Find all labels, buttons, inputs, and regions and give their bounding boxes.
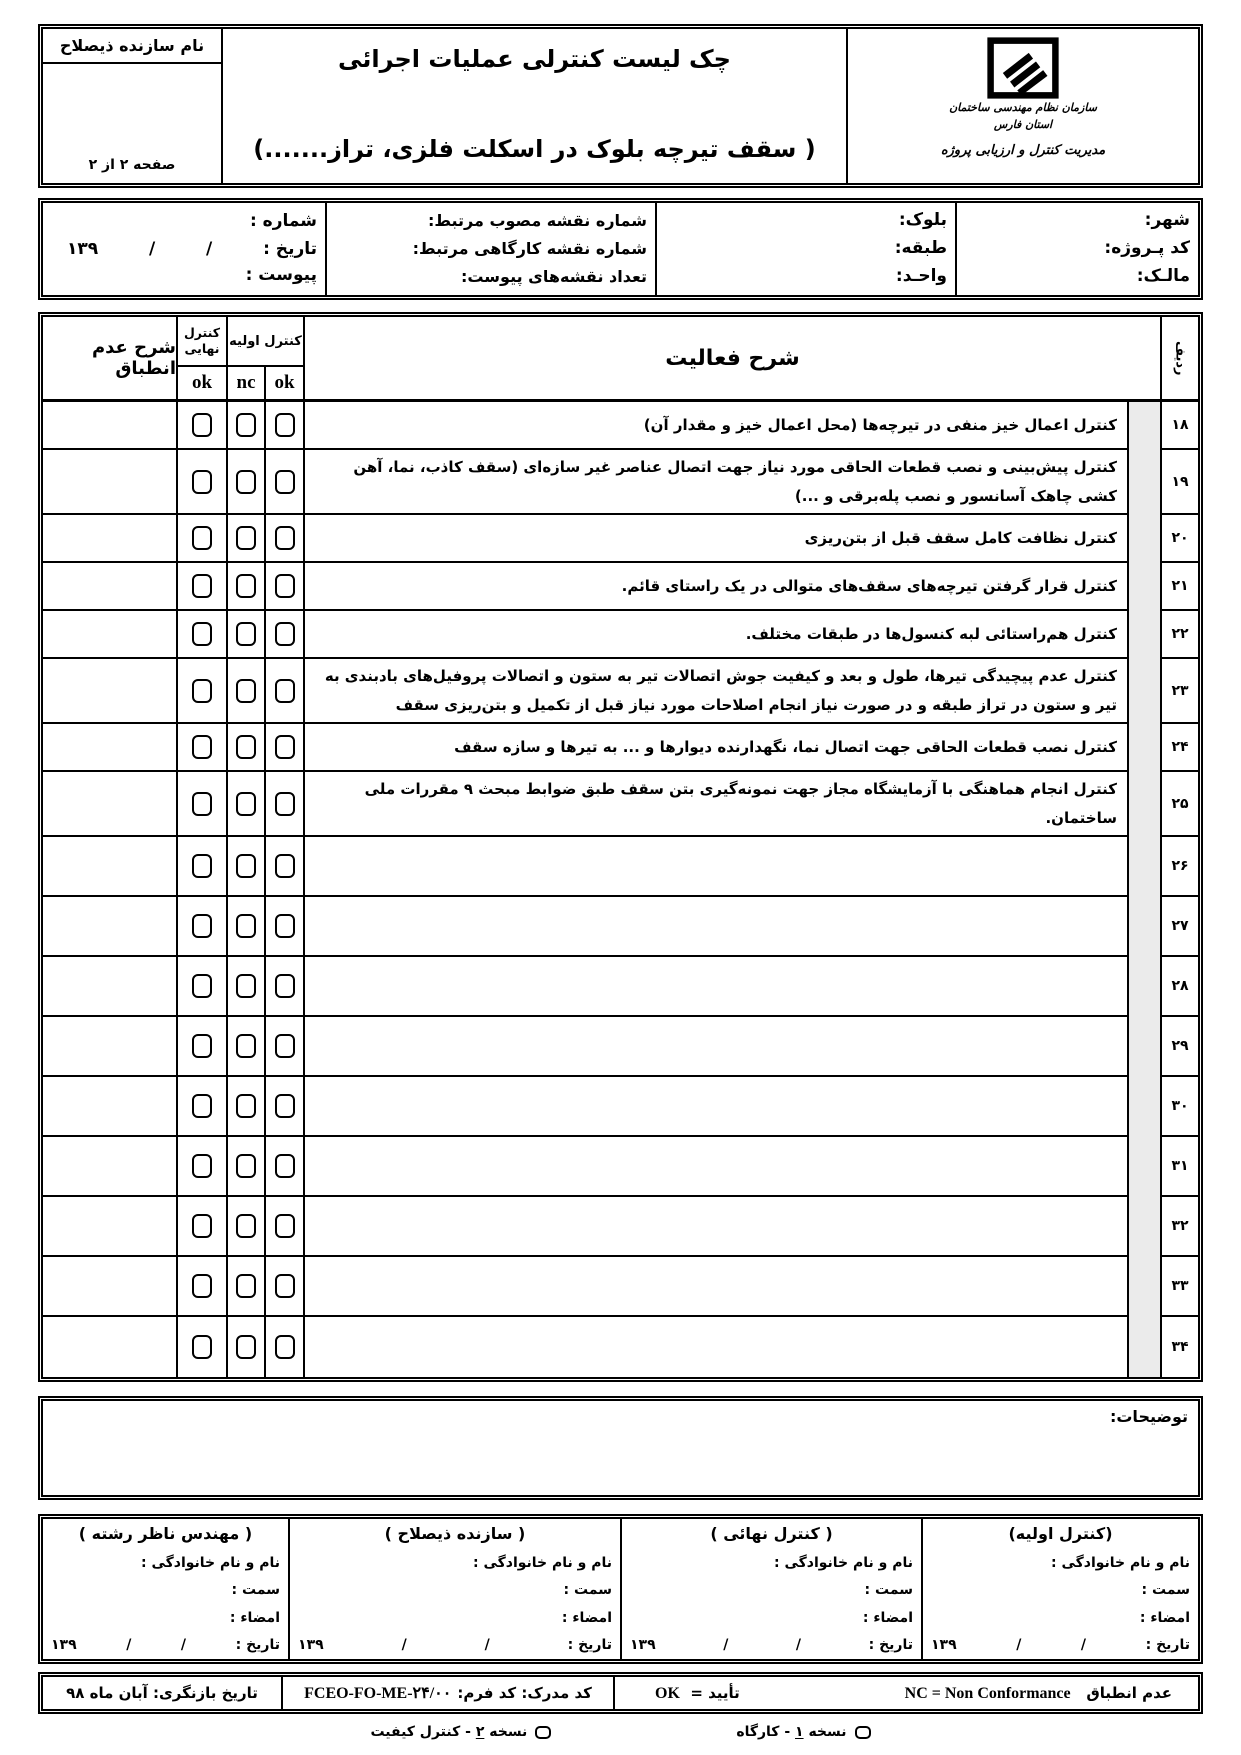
initial-nc-cell: [226, 772, 264, 837]
initial-nc-checkbox[interactable]: [236, 974, 256, 998]
initial-ok-checkbox[interactable]: [275, 470, 295, 494]
unit-field[interactable]: واحـد:: [895, 266, 947, 287]
final-ok-cell: [176, 1197, 226, 1257]
final-ok-cell: [176, 515, 226, 563]
copy-1-label: نسخه ۱ - کارگاه: [736, 1724, 847, 1740]
initial-nc-checkbox[interactable]: [236, 1335, 256, 1359]
initial-ok-checkbox[interactable]: [275, 1214, 295, 1238]
nonconformance-cell[interactable]: [43, 611, 176, 659]
initial-nc-checkbox[interactable]: [236, 792, 256, 816]
table-row: [43, 772, 1198, 837]
org-name-line1: سازمان نظام مهندسی ساختمان: [949, 101, 1097, 114]
signature-date-field[interactable]: [630, 1637, 913, 1653]
nonconformance-cell[interactable]: [43, 1197, 176, 1257]
initial-nc-cell: [226, 659, 264, 724]
row-separator-strip: [1127, 611, 1160, 659]
engineering-organization-logo-icon: [987, 37, 1059, 99]
activity-cell[interactable]: [303, 837, 1127, 897]
initial-ok-cell: [264, 1317, 303, 1377]
final-ok-cell: [176, 1137, 226, 1197]
initial-ok-checkbox[interactable]: [275, 574, 295, 598]
activity-cell: کنترل نصب قطعات الحاقی جهت اتصال نما، نگهدارنده دیوارها و ... به تیرها و سازه سقف: [303, 724, 1127, 772]
initial-nc-checkbox[interactable]: [236, 470, 256, 494]
date-slash: /: [401, 1637, 407, 1653]
table-row: [43, 1137, 1198, 1197]
org-name-line3: مدیریت کنترل و ارزیابی پروژه: [940, 143, 1106, 159]
signature-date-field[interactable]: [51, 1637, 280, 1653]
info-col-drawings: [325, 203, 655, 295]
signature-col-supervising-engineer: [43, 1519, 288, 1659]
nonconformance-cell[interactable]: [43, 724, 176, 772]
nonconformance-cell[interactable]: [43, 1257, 176, 1317]
row-number: ۲۷: [1160, 897, 1198, 957]
owner-field[interactable]: مالـک:: [1136, 266, 1190, 287]
ok-legend: [655, 1684, 740, 1703]
activity-cell[interactable]: [303, 957, 1127, 1017]
position-field[interactable]: سمت :: [1141, 1582, 1190, 1598]
project-code-field[interactable]: کد پـروژه:: [1104, 238, 1190, 259]
activity-cell[interactable]: [303, 1257, 1127, 1317]
copies-line: [38, 1724, 1203, 1740]
date-label: تاریخ :: [1145, 1637, 1190, 1653]
date-year-prefix: ۱۳۹: [51, 1637, 77, 1653]
fullname-field[interactable]: نام و نام خانوادگی :: [773, 1554, 913, 1571]
date-slash: /: [723, 1637, 729, 1653]
final-ok-cell: [176, 1317, 226, 1377]
final-ok-checkbox[interactable]: [192, 1094, 212, 1118]
row-number: ۲۱: [1160, 563, 1198, 611]
initial-ok-checkbox[interactable]: [275, 914, 295, 938]
final-ok-cell: [176, 611, 226, 659]
info-col-document: [43, 203, 325, 295]
signature-field[interactable]: امضاء :: [561, 1609, 612, 1626]
final-ok-cell: [176, 957, 226, 1017]
activity-cell: کنترل انجام هماهنگی با آزمایشگاه مجاز جهت نمونه‌گیری بتن سقف طبق ضوابط مبحث ۹ مقررات ملی ساختمان.: [303, 772, 1127, 837]
table-row: [43, 897, 1198, 957]
revision-date-cell: تاریخ بازنگری: آبان ماه ۹۸: [66, 1684, 258, 1702]
org-logo-block: [846, 29, 1198, 183]
document-code-cell: [281, 1677, 613, 1709]
initial-nc-checkbox[interactable]: [236, 914, 256, 938]
row-number: ۲۴: [1160, 724, 1198, 772]
initial-ok-cell: [264, 897, 303, 957]
doc-number-field[interactable]: شماره :: [249, 211, 317, 232]
final-ok-checkbox[interactable]: [192, 1274, 212, 1298]
initial-nc-cell: [226, 1077, 264, 1137]
approved-drawing-no-field[interactable]: شماره نقشه مصوب مرتبط:: [427, 211, 647, 230]
nonconformance-cell[interactable]: [43, 772, 176, 837]
activity-cell[interactable]: [303, 1137, 1127, 1197]
nc-legend: [905, 1684, 1172, 1703]
initial-nc-checkbox[interactable]: [236, 622, 256, 646]
floor-field[interactable]: طبقه:: [894, 238, 947, 259]
nonconformance-cell[interactable]: [43, 1137, 176, 1197]
row-number: ۲۹: [1160, 1017, 1198, 1077]
copy-1-checkbox[interactable]: [855, 1726, 871, 1739]
row-number: ۲۵: [1160, 772, 1198, 837]
column-header-initial-ok: ok: [264, 367, 303, 399]
final-ok-cell: [176, 1077, 226, 1137]
final-ok-checkbox[interactable]: [192, 1034, 212, 1058]
table-row: [43, 1197, 1198, 1257]
date-year-prefix: ۱۳۹: [630, 1637, 656, 1653]
signature-col-initial-control: [921, 1519, 1198, 1659]
initial-nc-checkbox[interactable]: [236, 735, 256, 759]
row-number: ۳۲: [1160, 1197, 1198, 1257]
nonconformance-cell[interactable]: [43, 1017, 176, 1077]
final-ok-cell: [176, 772, 226, 837]
initial-nc-checkbox[interactable]: [236, 679, 256, 703]
initial-ok-checkbox[interactable]: [275, 526, 295, 550]
activity-cell: کنترل عدم پیچیدگی تیرها، طول و بعد و کیفیت جوش اتصالات تیر به ستون و اتصالات پروفیل‌های بادبندی به تیر و ستون در تراز طبقه و در صورت نیاز انجام اصلاحات مورد نیاز قبل از تکمیل و بتن‌ریزی سقف: [303, 659, 1127, 724]
date-slash: /: [126, 1637, 132, 1653]
page-number-label: صفحه ۲ از ۲: [88, 157, 176, 173]
initial-ok-checkbox[interactable]: [275, 1154, 295, 1178]
ok-legend-label: تأیید =: [690, 1683, 740, 1702]
final-ok-checkbox[interactable]: [192, 914, 212, 938]
form-title: چک لیست کنترلی عملیات اجرائی: [338, 45, 731, 73]
fullname-field[interactable]: نام و نام خانوادگی :: [140, 1554, 280, 1571]
row-number: ۲۲: [1160, 611, 1198, 659]
signature-table: [38, 1514, 1203, 1664]
row-separator-strip: [1127, 957, 1160, 1017]
nonconformance-cell[interactable]: [43, 450, 176, 515]
table-row: [43, 837, 1198, 897]
date-label: تاریخ :: [567, 1637, 612, 1653]
final-ok-cell: [176, 402, 226, 450]
final-ok-checkbox[interactable]: [192, 854, 212, 878]
date-year-prefix: ۱۳۹: [298, 1637, 324, 1653]
final-ok-checkbox[interactable]: [192, 1154, 212, 1178]
initial-ok-checkbox[interactable]: [275, 854, 295, 878]
activity-cell[interactable]: [303, 1077, 1127, 1137]
row-number: ۱۹: [1160, 450, 1198, 515]
column-header-initial-nc: nc: [226, 367, 264, 399]
date-slash: /: [149, 238, 156, 259]
initial-nc-checkbox[interactable]: [236, 1034, 256, 1058]
initial-ok-cell: [264, 1197, 303, 1257]
nonconformance-cell[interactable]: [43, 1077, 176, 1137]
date-slash: /: [795, 1637, 802, 1653]
final-ok-cell: [176, 1257, 226, 1317]
signature-col-final-control: [620, 1519, 921, 1659]
date-year-prefix: ۱۳۹: [931, 1637, 957, 1653]
initial-ok-cell: [264, 1137, 303, 1197]
final-ok-cell: [176, 897, 226, 957]
nonconformance-cell[interactable]: [43, 563, 176, 611]
row-separator-strip: [1127, 515, 1160, 563]
final-ok-checkbox[interactable]: [192, 679, 212, 703]
signature-field[interactable]: امضاء :: [229, 1609, 280, 1626]
initial-nc-cell: [226, 611, 264, 659]
initial-nc-checkbox[interactable]: [236, 526, 256, 550]
initial-nc-cell: [226, 1137, 264, 1197]
notes-box[interactable]: [38, 1396, 1203, 1500]
row-separator-strip: [1127, 659, 1160, 724]
initial-nc-cell: [226, 1017, 264, 1077]
column-header-final-ok: ok: [176, 367, 226, 399]
doc-date-field[interactable]: [67, 239, 317, 259]
initial-ok-cell: [264, 450, 303, 515]
initial-ok-checkbox[interactable]: [275, 735, 295, 759]
initial-ok-cell: [264, 659, 303, 724]
table-row: [43, 1257, 1198, 1317]
nonconformance-cell[interactable]: [43, 515, 176, 563]
notes-label: توضیحات:: [1109, 1407, 1188, 1426]
form-header: [38, 24, 1203, 188]
initial-nc-checkbox[interactable]: [236, 574, 256, 598]
table-row: [43, 1077, 1198, 1137]
initial-ok-checkbox[interactable]: [275, 974, 295, 998]
footer-bar: [38, 1672, 1203, 1714]
date-slash: /: [484, 1637, 490, 1653]
initial-ok-cell: [264, 772, 303, 837]
initial-nc-checkbox[interactable]: [236, 1154, 256, 1178]
signature-field[interactable]: امضاء :: [862, 1609, 913, 1626]
info-col-location: [955, 203, 1198, 295]
city-field[interactable]: شهر:: [1144, 210, 1190, 231]
nonconformance-cell[interactable]: [43, 837, 176, 897]
date-slash: /: [180, 1637, 187, 1653]
final-ok-checkbox[interactable]: [192, 470, 212, 494]
table-header: [43, 317, 1198, 402]
row-number: ۲۶: [1160, 837, 1198, 897]
initial-ok-cell: [264, 1017, 303, 1077]
project-info-strip: [38, 198, 1203, 300]
signature-title: ( سازنده ذیصلاح ): [384, 1524, 526, 1543]
nonconformance-cell[interactable]: [43, 897, 176, 957]
initial-nc-cell: [226, 450, 264, 515]
initial-ok-cell: [264, 611, 303, 659]
copy-2-checkbox[interactable]: [535, 1726, 551, 1739]
row-separator-strip: [1127, 1197, 1160, 1257]
row-number: ۳۱: [1160, 1137, 1198, 1197]
table-row: [43, 659, 1198, 724]
initial-ok-cell: [264, 402, 303, 450]
table-row: [43, 450, 1198, 515]
row-separator-strip: [1127, 1017, 1160, 1077]
table-row: [43, 515, 1198, 563]
initial-ok-cell: [264, 957, 303, 1017]
activity-cell: کنترل نظافت کامل سقف قبل از بتن‌ریزی: [303, 515, 1127, 563]
row-separator-strip: [1127, 1077, 1160, 1137]
initial-nc-cell: [226, 957, 264, 1017]
date-year-prefix: ۱۳۹: [67, 238, 99, 259]
legend-cell: [613, 1677, 1198, 1709]
row-separator-strip: [1127, 897, 1160, 957]
ok-legend-value: OK: [655, 1684, 680, 1702]
initial-ok-checkbox[interactable]: [275, 792, 295, 816]
attached-drawings-count-field[interactable]: تعداد نقشه‌های پیوست:: [460, 267, 647, 286]
row-number: ۲۰: [1160, 515, 1198, 563]
document-code-label: کد مدرک: کد فرم:: [457, 1684, 592, 1702]
initial-ok-checkbox[interactable]: [275, 1274, 295, 1298]
initial-ok-cell: [264, 724, 303, 772]
initial-nc-cell: [226, 563, 264, 611]
column-header-initial-control: کنترل اولیه: [226, 317, 303, 367]
initial-nc-cell: [226, 724, 264, 772]
initial-nc-checkbox[interactable]: [236, 1094, 256, 1118]
final-ok-checkbox[interactable]: [192, 735, 212, 759]
table-row: [43, 1317, 1198, 1377]
initial-nc-cell: [226, 1197, 264, 1257]
activity-cell: کنترل هم‌راستائی لبه کنسول‌ها در طبقات مختلف.: [303, 611, 1127, 659]
form-subtitle: ( سقف تیرچه بلوک در اسکلت فلزی، تراز.......): [253, 135, 816, 163]
table-row: [43, 402, 1198, 450]
row-number: ۳۴: [1160, 1317, 1198, 1377]
row-separator-strip: [1127, 724, 1160, 772]
position-field[interactable]: سمت :: [231, 1582, 280, 1598]
final-ok-checkbox[interactable]: [192, 974, 212, 998]
document-code-value: FCEO-FO-ME-۲۴/۰۰: [304, 1685, 452, 1702]
activity-cell: کنترل اعمال خیز منفی در تیرچه‌ها (محل اعمال خیز و مقدار آن): [303, 402, 1127, 450]
table-row: [43, 1017, 1198, 1077]
activity-cell: کنترل پیش‌بینی و نصب قطعات الحاقی مورد نیاز جهت اتصال عناصر غیر سازه‌ای (سقف کاذب، نما، آهن کشی چاهک آسانسور و نصب پله‌برقی و ...): [303, 450, 1127, 515]
column-header-row-number: ردیف: [1160, 317, 1198, 399]
builder-name-label: نام سازنده ذیصلاح: [43, 29, 221, 64]
initial-nc-cell: [226, 1257, 264, 1317]
row-separator-strip: [1127, 772, 1160, 837]
initial-ok-cell: [264, 1257, 303, 1317]
row-separator-strip: [1127, 837, 1160, 897]
org-name-line2: استان فارس: [993, 118, 1053, 132]
table-body: [43, 402, 1198, 1377]
table-row: [43, 724, 1198, 772]
signature-date-field[interactable]: [298, 1637, 612, 1653]
initial-nc-checkbox[interactable]: [236, 1214, 256, 1238]
nonconformance-cell[interactable]: [43, 402, 176, 450]
shop-drawing-no-field[interactable]: شماره نقشه کارگاهی مرتبط:: [412, 239, 647, 258]
nonconformance-cell[interactable]: [43, 1317, 176, 1377]
checklist-table: [38, 312, 1203, 1382]
row-number: ۳۳: [1160, 1257, 1198, 1317]
signature-date-field[interactable]: [931, 1637, 1190, 1653]
activity-cell[interactable]: [303, 1317, 1127, 1377]
initial-nc-cell: [226, 402, 264, 450]
nc-legend-value: NC = Non Conformance: [904, 1684, 1071, 1702]
signature-title: ( مهندس ناظر رشته ): [78, 1524, 253, 1543]
nonconformance-cell[interactable]: [43, 659, 176, 724]
initial-ok-checkbox[interactable]: [275, 1335, 295, 1359]
nc-legend-label: عدم انطباق: [1086, 1683, 1172, 1702]
nonconformance-cell[interactable]: [43, 957, 176, 1017]
copy-2-item: [370, 1724, 551, 1740]
initial-nc-checkbox[interactable]: [236, 413, 256, 437]
final-ok-checkbox[interactable]: [192, 1335, 212, 1359]
column-header-nonconformance: شرح عدم انطباق: [91, 337, 176, 379]
final-ok-checkbox[interactable]: [192, 574, 212, 598]
initial-nc-cell: [226, 897, 264, 957]
final-ok-cell: [176, 724, 226, 772]
position-field[interactable]: سمت :: [563, 1582, 612, 1598]
activity-cell: کنترل قرار گرفتن تیرچه‌های سقف‌های متوالی در یک راستای قائم.: [303, 563, 1127, 611]
initial-ok-checkbox[interactable]: [275, 1034, 295, 1058]
row-number: ۲۳: [1160, 659, 1198, 724]
signature-col-builder: [288, 1519, 620, 1659]
final-ok-checkbox[interactable]: [192, 792, 212, 816]
date-slash: /: [1080, 1637, 1087, 1653]
row-separator-strip: [1127, 402, 1160, 450]
initial-ok-cell: [264, 563, 303, 611]
row-number: ۳۰: [1160, 1077, 1198, 1137]
row-separator-strip: [1127, 1257, 1160, 1317]
final-ok-cell: [176, 450, 226, 515]
position-field[interactable]: سمت :: [864, 1582, 913, 1598]
table-row: [43, 611, 1198, 659]
activity-cell[interactable]: [303, 1197, 1127, 1257]
column-header-final-control: کنترل نهایی: [176, 317, 226, 367]
signature-field[interactable]: امضاء :: [1139, 1609, 1190, 1626]
row-separator-strip: [1127, 1137, 1160, 1197]
row-number: ۱۸: [1160, 402, 1198, 450]
initial-nc-cell: [226, 1317, 264, 1377]
date-slash: /: [206, 238, 213, 259]
fullname-field[interactable]: نام و نام خانوادگی :: [472, 1554, 612, 1571]
table-row: [43, 563, 1198, 611]
initial-ok-checkbox[interactable]: [275, 622, 295, 646]
initial-ok-checkbox[interactable]: [275, 1094, 295, 1118]
date-label: تاریخ :: [235, 1637, 280, 1653]
builder-block: [43, 29, 223, 183]
final-ok-checkbox[interactable]: [192, 1214, 212, 1238]
row-separator-strip: [1127, 563, 1160, 611]
initial-ok-cell: [264, 837, 303, 897]
copy-2-label: نسخه ۲ - کنترل کیفیت: [370, 1724, 528, 1740]
initial-ok-cell: [264, 515, 303, 563]
final-ok-checkbox[interactable]: [192, 622, 212, 646]
copy-1-item: [736, 1724, 870, 1740]
initial-nc-checkbox[interactable]: [236, 1274, 256, 1298]
final-ok-checkbox[interactable]: [192, 413, 212, 437]
signature-title: (کنترل اولیه): [1008, 1524, 1113, 1543]
row-separator-strip: [1127, 1317, 1160, 1377]
column-header-activity: شرح فعالیت: [303, 317, 1160, 399]
table-row: [43, 957, 1198, 1017]
row-number: ۲۸: [1160, 957, 1198, 1017]
info-col-block: [655, 203, 955, 295]
date-label: تاریخ :: [263, 238, 317, 259]
initial-nc-checkbox[interactable]: [236, 854, 256, 878]
date-label: تاریخ :: [868, 1637, 913, 1653]
activity-cell[interactable]: [303, 1017, 1127, 1077]
initial-ok-checkbox[interactable]: [275, 413, 295, 437]
signature-title: ( کنترل نهائی ): [710, 1524, 833, 1543]
final-ok-cell: [176, 659, 226, 724]
block-field[interactable]: بلوک:: [898, 210, 947, 231]
initial-nc-cell: [226, 515, 264, 563]
activity-cell[interactable]: [303, 897, 1127, 957]
initial-ok-cell: [264, 1077, 303, 1137]
title-block: [223, 29, 846, 183]
final-ok-cell: [176, 563, 226, 611]
initial-nc-cell: [226, 837, 264, 897]
initial-ok-checkbox[interactable]: [275, 679, 295, 703]
final-ok-cell: [176, 1017, 226, 1077]
date-slash: /: [1016, 1637, 1022, 1653]
attachment-field[interactable]: پیوست :: [245, 265, 317, 286]
final-ok-checkbox[interactable]: [192, 526, 212, 550]
row-separator-strip: [1127, 450, 1160, 515]
final-ok-cell: [176, 837, 226, 897]
fullname-field[interactable]: نام و نام خانوادگی :: [1050, 1554, 1190, 1571]
